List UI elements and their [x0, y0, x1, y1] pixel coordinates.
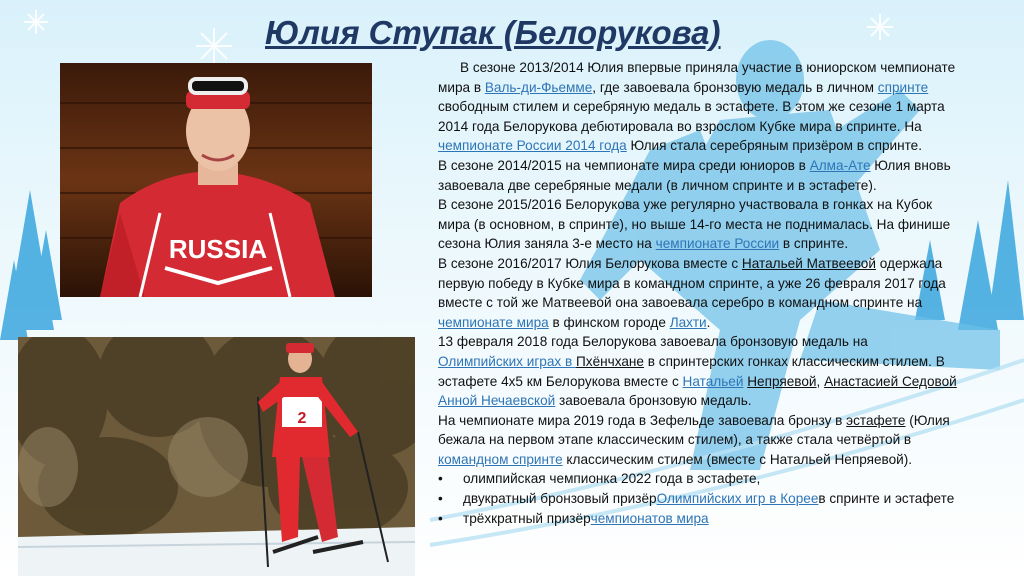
bib-number: 2 — [297, 410, 307, 427]
link-sprint[interactable]: спринте — [877, 79, 929, 95]
link-lahti[interactable]: Лахти — [669, 314, 707, 330]
skier-photo — [18, 337, 415, 576]
link-team-sprint[interactable]: командном спринте — [438, 451, 563, 467]
bullet-icon: • — [438, 491, 443, 507]
text-line: чемпионате мира в финском городе Лахти. — [438, 314, 711, 330]
link-relay[interactable]: эстафете — [846, 412, 906, 428]
bullet-icon: • — [438, 510, 443, 526]
portrait-photo — [60, 63, 372, 297]
link-nepryaeva[interactable]: Непряевой — [747, 373, 817, 389]
text-line: Анной Нечаевской завоевала бронзовую медаль. — [438, 393, 752, 409]
link-russia-championship-2014[interactable]: чемпионате России 2014 года — [438, 138, 627, 154]
link-alma-ata[interactable]: Алма-Ате — [809, 157, 871, 173]
bullet-icon: • — [438, 471, 443, 487]
text-line: чемпионате России 2014 года Юлия стала серебряным призёром в спринте. — [438, 138, 923, 154]
text-line: мира в Валь-ди-Фьемме, где завоевала бронзовую медаль в личном спринте — [438, 79, 929, 95]
text-line: В сезоне 2015/2016 Белорукова уже регулярно участвовала в гонках на Кубок — [438, 197, 933, 213]
link-natalya-matveeva[interactable]: Натальей Матвеевой — [741, 255, 876, 271]
bullet-item: • двукратный бронзовый призёр Олимпийских игр в Корее в спринте и эстафете — [438, 489, 1024, 509]
bullet-item: • трёхкратный призёр чемпионатов мира — [438, 509, 1024, 529]
text-line: бежала на первом этапе классическим стилем), а также стала четвёртой в — [438, 432, 912, 448]
text-line: Олимпийских играх в Пхёнчхане в спринтерских гонках классическим стилем. В — [438, 353, 945, 369]
snowflake-icon — [24, 10, 48, 34]
text-line: свободным стилем и серебряную медаль в эстафете. В этом же сезоне 1 марта — [438, 99, 945, 115]
text-line: командном спринте классическим стилем (вместе с Натальей Непряевой). — [438, 451, 913, 467]
link-natalya[interactable]: Натальей — [682, 373, 744, 389]
snowflake-icon — [196, 28, 232, 64]
jacket-lettering: RUSSIA — [168, 234, 268, 264]
text-line: первую победу в Кубке мира в командном спринте, а уже 26 февраля 2017 года — [438, 275, 946, 291]
text-line: вместе с той же Матвеевой она завоевала серебро в командном спринте на — [438, 295, 923, 311]
snowflake-icon — [867, 14, 893, 40]
link-russia-championship[interactable]: чемпионате России — [655, 236, 780, 252]
link-anastasia-sedova[interactable]: Анастасией Седовой — [824, 373, 957, 389]
link-olympic-games[interactable]: Олимпийских играх в — [438, 353, 576, 369]
text-line: В сезоне 2013/2014 Юлия впервые приняла участие в юниорском чемпионате — [460, 60, 956, 75]
link-world-championships[interactable]: чемпионатов мира — [590, 510, 709, 526]
link-world-championship[interactable]: чемпионате мира — [438, 314, 549, 330]
bullet-item: • олимпийская чемпионка 2022 года в эстафете, — [438, 469, 1024, 489]
text-line: 13 февраля 2018 года Белорукова завоевала бронзовую медаль на — [438, 334, 868, 350]
text-line: мира (в основном, в спринте), но выше 14-го места не поднималась. На финише — [438, 216, 951, 232]
text-line: На чемпионате мира 2019 года в Зефельде завоевала бронзу в эстафете (Юлия — [438, 412, 950, 428]
text-line: В сезоне 2014/2015 на чемпионате мира среди юниоров в Алма-Ате Юлия вновь — [438, 157, 951, 173]
text-line: завоевала две серебряные медали (в личном спринте и в эстафете). — [438, 177, 877, 193]
link-olympics-korea[interactable]: Олимпийских игр в Корее — [656, 491, 819, 507]
text-line: В сезоне 2016/2017 Юлия Белорукова вместе с Натальей Матвеевой одержала — [438, 255, 943, 271]
link-pyeongchang[interactable]: Пхёнчхане — [576, 353, 644, 369]
link-val-di-fiemme[interactable]: Валь-ди-Фьемме — [484, 79, 593, 95]
text-line: сезона Юлия заняла 3-е место на чемпионате России в спринте. — [438, 236, 849, 252]
text-line: 2014 года Белорукова дебютировала во взрослом Кубке мира в спринте. На — [438, 118, 922, 134]
text-line: эстафете 4х5 км Белорукова вместе с Натальей Непряевой, Анастасией Седовой — [438, 373, 957, 389]
link-anna-nechaevskaya[interactable]: Анной Нечаевской — [438, 393, 556, 409]
biography-text — [438, 58, 1024, 528]
page-title: Юлия Ступак (Белорукова) — [265, 14, 721, 51]
